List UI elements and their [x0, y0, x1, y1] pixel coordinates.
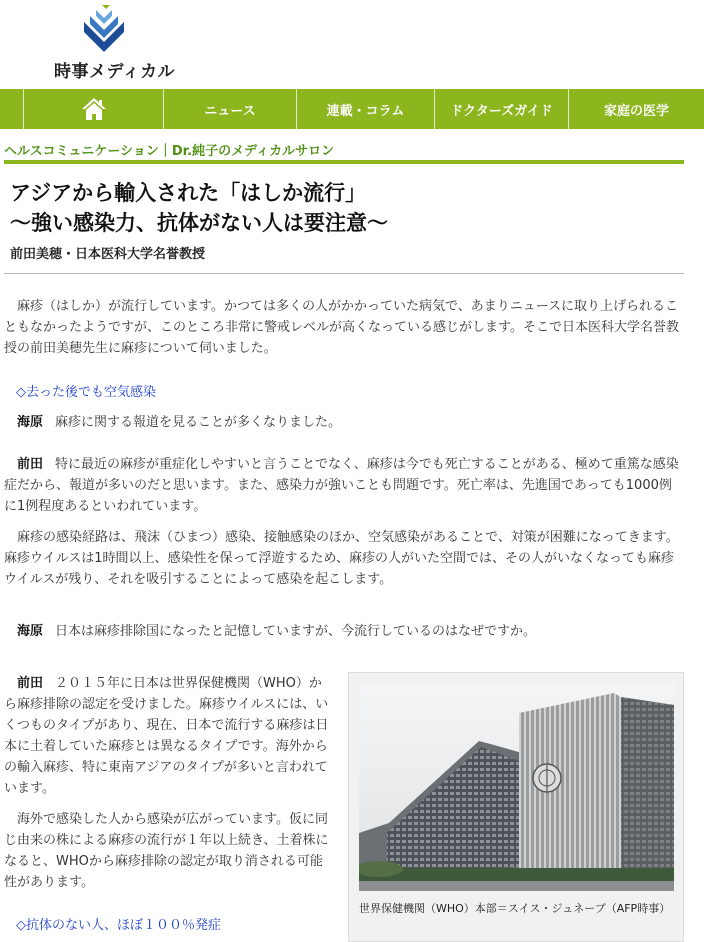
article-author: 前田美穂・日本医科大学名誉教授 [10, 247, 206, 262]
body-paragraph: 麻疹の感染経路は、飛沫（ひまつ）感染、接触感染のほか、空気感染があることで、対策が困難になってきます。麻疹ウイルスは1時間以上、感染性を保って浮遊するため、麻疹の人がいた空間では、その人がいなくなっても麻疹ウイルスが残り、それを吸引することによって感染を起こします。 [4, 530, 679, 587]
answer-text: ２０１５年に日本は世界保健機関（WHO）から麻疹排除の認定を受けました。麻疹ウイルスには、いくつものタイプがあり、現在、日本で流行する麻疹は日本に土着していた麻疹とは異なるタイプです。海外からの輸入麻疹、特に東南アジアのタイプが多いと言われています。 [4, 676, 329, 796]
house-icon [81, 97, 107, 121]
body-paragraph: 海外で感染した人から感染が広がっています。仮に同じ由来の株による麻疹の流行が１年以上続き、土着株になると、WHOから麻疹排除の認定が取り消される可能性があります。 [4, 812, 329, 890]
logo-mark-icon [80, 4, 128, 54]
speaker-label: 海原 [17, 624, 44, 639]
nav-spacer [0, 89, 23, 129]
nav-series-column[interactable]: 連載・コラム [296, 89, 434, 129]
main-nav [0, 89, 704, 129]
nav-home-medicine[interactable]: 家庭の医学 [568, 89, 704, 129]
speaker-label: 海原 [17, 415, 44, 430]
logo-text: 時事メディカル [54, 62, 176, 82]
answer-paragraph [4, 454, 684, 517]
question-paragraph [4, 412, 684, 433]
photo-figure [348, 672, 684, 942]
article-title [10, 178, 388, 238]
section-title[interactable]: ヘルスコミュニケーション｜Dr.純子のメディカルサロン [4, 144, 335, 159]
question-text: 日本は麻疹排除国になったと記憶していますが、今流行しているのはなぜですか。 [55, 624, 537, 639]
nav-news[interactable]: ニュース [163, 89, 296, 129]
site-logo[interactable] [46, 4, 176, 80]
subheading-airborne: ◇去った後でも空気感染 [16, 385, 156, 400]
photo-caption: 世界保健機関（WHO）本部＝スイス・ジュネーブ（AFP時事） [359, 902, 671, 915]
intro-paragraph: 麻疹（はしか）が流行しています。かつては多くの人がかかっていた病気で、あまりニュースに取り上げられることもなかったようですが、このところ非常に警戒レベルが高くなっている感じがします。そこで日本医科大学名誉教授の前田美穂先生に麻疹について伺いました。 [4, 299, 679, 356]
answer-text: 特に最近の麻疹が重症化しやすいと言うことでなく、麻疹は今でも死亡することがある、極めて重篤な感染症だから、報道が多いのだと思います。また、感染力が強いことも問題です。死亡率は、先進国であっても1000例に1例程度あるといわれています。 [4, 457, 679, 514]
subheading-no-antibody: ◇抗体のない人、ほぼ１００％発症 [16, 918, 221, 933]
question-paragraph [4, 621, 684, 642]
answer-paragraph [4, 673, 330, 799]
nav-doctors-guide[interactable]: ドクターズガイド [434, 89, 568, 129]
header-divider [4, 273, 684, 274]
article-title-line1: アジアから輸入された「はしか流行」 [10, 181, 367, 205]
nav-home[interactable] [23, 89, 163, 129]
question-text: 麻疹に関する報道を見ることが多くなりました。 [55, 415, 342, 430]
speaker-label: 前田 [17, 676, 44, 691]
section-divider [4, 160, 684, 164]
article-title-line2: ～強い感染力、抗体がない人は要注意～ [10, 211, 388, 235]
speaker-label: 前田 [17, 457, 44, 472]
who-headquarters-photo[interactable] [359, 683, 674, 891]
